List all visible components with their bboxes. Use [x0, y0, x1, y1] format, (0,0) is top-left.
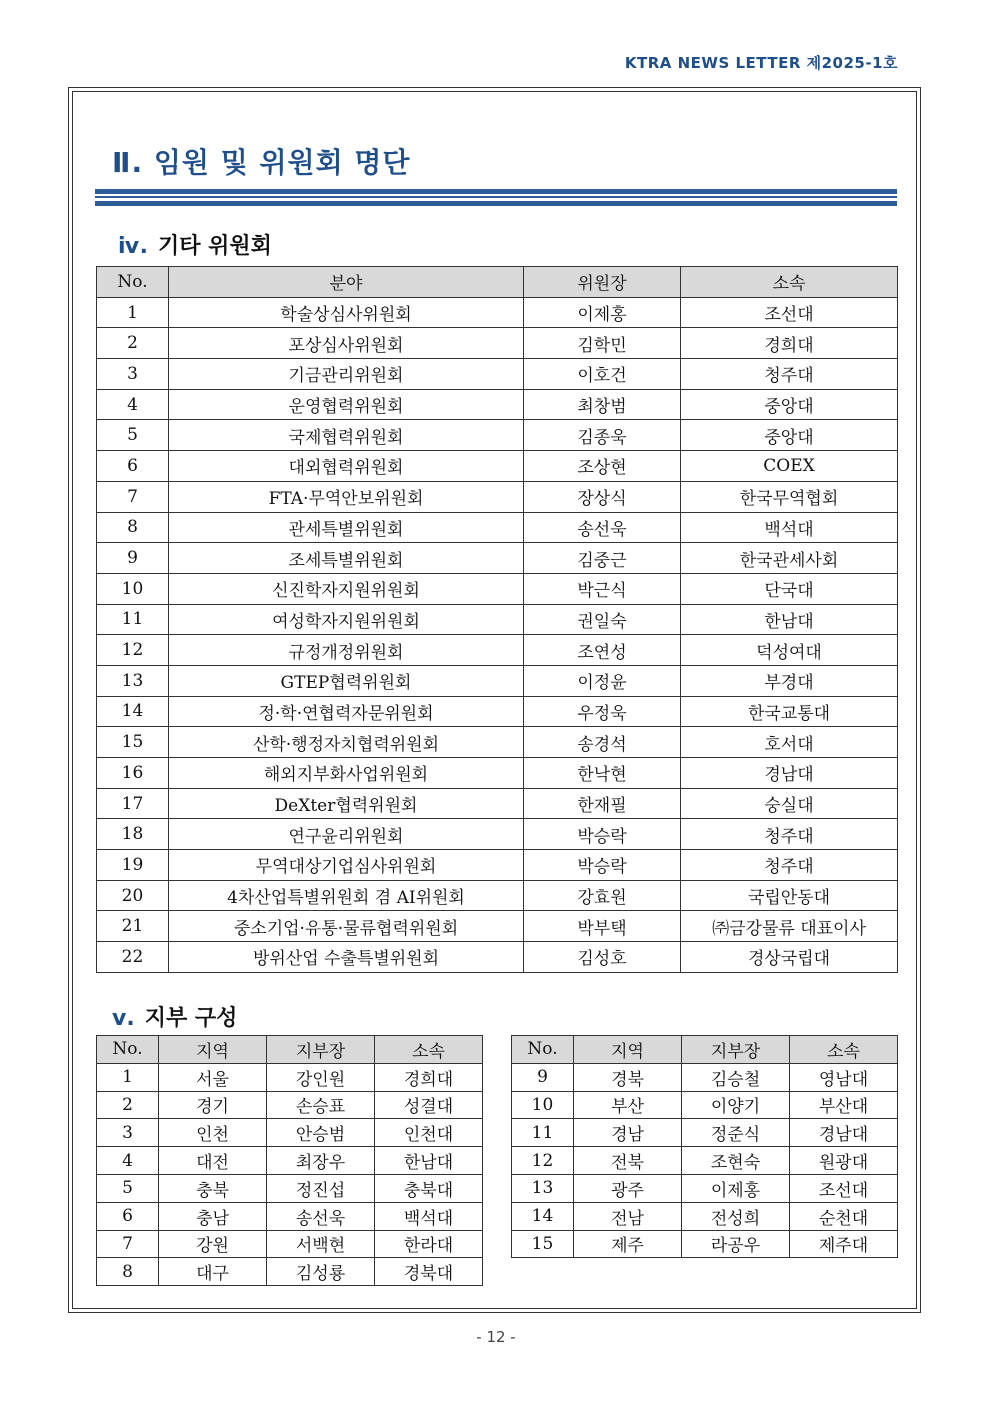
table-cell: 해외지부화사업위원회: [169, 758, 524, 789]
table-cell: 중앙대: [681, 389, 898, 420]
table-row: [97, 942, 898, 973]
table-cell: 4: [97, 1147, 159, 1175]
table-row: [97, 1063, 483, 1091]
table-cell: 무역대상기업심사위원회: [169, 850, 524, 881]
table-cell: 박부택: [524, 911, 681, 942]
table-cell: 정준식: [682, 1119, 790, 1147]
table-row: [512, 1063, 898, 1091]
table-cell: 조세특별위원회: [169, 543, 524, 574]
table-cell: 부경대: [681, 665, 898, 696]
table-cell: 경북: [574, 1063, 682, 1091]
table-cell: 조현숙: [682, 1147, 790, 1175]
table-cell: 김승철: [682, 1063, 790, 1091]
table-cell: 박승락: [524, 819, 681, 850]
table-cell: 장상식: [524, 481, 681, 512]
table-cell: 방위산업 수출특별위원회: [169, 942, 524, 973]
table-cell: 9: [97, 543, 169, 574]
column-header: 지부장: [267, 1036, 375, 1064]
table-cell: 10: [512, 1091, 574, 1119]
column-header: 소속: [681, 267, 898, 298]
newsletter-header: KTRA NEWS LETTER 제2025-1호: [624, 54, 898, 72]
table-cell: 규정개정위원회: [169, 635, 524, 666]
section-numeral: Ⅱ.: [112, 146, 144, 179]
table-row: [97, 911, 898, 942]
table-cell: 경남대: [790, 1119, 898, 1147]
table-cell: 전남: [574, 1202, 682, 1230]
section-title: [112, 141, 410, 181]
table-cell: 8: [97, 512, 169, 543]
table-cell: GTEP협력위원회: [169, 665, 524, 696]
table-cell: 청주대: [681, 359, 898, 390]
table-cell: 영남대: [790, 1063, 898, 1091]
table-cell: 전북: [574, 1147, 682, 1175]
table-row: [512, 1202, 898, 1230]
table-cell: 기금관리위원회: [169, 359, 524, 390]
table-cell: 청주대: [681, 850, 898, 881]
table-cell: 3: [97, 359, 169, 390]
column-header: 지역: [159, 1036, 267, 1064]
table-cell: 송경석: [524, 727, 681, 758]
table-cell: 2: [97, 328, 169, 359]
table-cell: 인천대: [375, 1119, 483, 1147]
section-title-text: 임원 및 위원회 명단: [153, 146, 411, 179]
column-header: 소속: [375, 1036, 483, 1064]
table-row: [97, 543, 898, 574]
table-cell: 13: [512, 1174, 574, 1202]
table-row: [97, 359, 898, 390]
table-row: [97, 451, 898, 482]
table-cell: 최장우: [267, 1147, 375, 1175]
table-cell: 11: [512, 1119, 574, 1147]
table-cell: 박근식: [524, 573, 681, 604]
branches-numeral: ⅴ.: [112, 1006, 135, 1031]
table-cell: 관세특별위원회: [169, 512, 524, 543]
branches-heading: [112, 1001, 237, 1032]
table-row: [512, 1119, 898, 1147]
table-cell: 20: [97, 880, 169, 911]
table-cell: 연구윤리위원회: [169, 819, 524, 850]
table-cell: 김중근: [524, 543, 681, 574]
table-cell: 강효원: [524, 880, 681, 911]
table-cell: 성결대: [375, 1091, 483, 1119]
table-cell: 안승범: [267, 1119, 375, 1147]
table-cell: 숭실대: [681, 788, 898, 819]
table-cell: 청주대: [681, 819, 898, 850]
title-rule: [95, 201, 897, 206]
table-cell: 11: [97, 604, 169, 635]
table-row: [97, 1258, 483, 1286]
table-cell: 조선대: [681, 297, 898, 328]
table-row: [97, 850, 898, 881]
committees-table: [96, 266, 898, 973]
table-cell: 9: [512, 1063, 574, 1091]
table-row: [512, 1091, 898, 1119]
table-row: [97, 604, 898, 635]
table-cell: 호서대: [681, 727, 898, 758]
table-cell: 김성룡: [267, 1258, 375, 1286]
table-cell: 라공우: [682, 1230, 790, 1258]
branches-title: 지부 구성: [144, 1006, 238, 1031]
table-row: [97, 635, 898, 666]
table-row: [97, 758, 898, 789]
column-header: No.: [512, 1036, 574, 1064]
table-cell: 박승락: [524, 850, 681, 881]
table-row: [97, 696, 898, 727]
table-cell: 충북대: [375, 1174, 483, 1202]
table-cell: 경기: [159, 1091, 267, 1119]
table-cell: 7: [97, 1230, 159, 1258]
table-cell: 12: [512, 1147, 574, 1175]
table-row: [97, 665, 898, 696]
table-cell: 18: [97, 819, 169, 850]
table-cell: 경상국립대: [681, 942, 898, 973]
table-cell: 경남대: [681, 758, 898, 789]
table-row: [97, 880, 898, 911]
table-cell: 산학·행정자치협력위원회: [169, 727, 524, 758]
table-cell: 19: [97, 850, 169, 881]
table-cell: 12: [97, 635, 169, 666]
table-row: [512, 1174, 898, 1202]
table-cell: 21: [97, 911, 169, 942]
table-cell: ㈜금강물류 대표이사: [681, 911, 898, 942]
table-cell: 신진학자지원위원회: [169, 573, 524, 604]
table-cell: 대전: [159, 1147, 267, 1175]
table-cell: 덕성여대: [681, 635, 898, 666]
table-cell: 7: [97, 481, 169, 512]
table-cell: 광주: [574, 1174, 682, 1202]
table-cell: 김성호: [524, 942, 681, 973]
table-cell: 부산: [574, 1091, 682, 1119]
table-header-row: [97, 267, 898, 298]
table-row: [512, 1147, 898, 1175]
table-cell: 제주: [574, 1230, 682, 1258]
page-number: - 12 -: [476, 1328, 516, 1346]
committees-numeral: ⅳ.: [118, 234, 149, 259]
table-cell: 김종욱: [524, 420, 681, 451]
table-row: [97, 420, 898, 451]
table-cell: DeXter협력위원회: [169, 788, 524, 819]
table-cell: 경북대: [375, 1258, 483, 1286]
table-cell: 4차산업특별위원회 겸 AI위원회: [169, 880, 524, 911]
table-cell: 한국관세사회: [681, 543, 898, 574]
table-row: [512, 1230, 898, 1258]
table-cell: 6: [97, 1202, 159, 1230]
table-cell: 13: [97, 665, 169, 696]
table-cell: 한남대: [681, 604, 898, 635]
table-cell: 조상현: [524, 451, 681, 482]
table-cell: 부산대: [790, 1091, 898, 1119]
column-header: 소속: [790, 1036, 898, 1064]
table-cell: 중앙대: [681, 420, 898, 451]
table-cell: 5: [97, 420, 169, 451]
table-header-row: [512, 1036, 898, 1064]
table-cell: 강인원: [267, 1063, 375, 1091]
table-cell: 6: [97, 451, 169, 482]
column-header: 지부장: [682, 1036, 790, 1064]
table-cell: 충남: [159, 1202, 267, 1230]
table-cell: 송선욱: [267, 1202, 375, 1230]
table-row: [97, 727, 898, 758]
table-cell: 경희대: [375, 1063, 483, 1091]
table-row: [97, 1202, 483, 1230]
title-rule: [95, 196, 897, 198]
table-cell: 이제홍: [682, 1174, 790, 1202]
table-row: [97, 481, 898, 512]
table-cell: 백석대: [375, 1202, 483, 1230]
table-cell: 이호건: [524, 359, 681, 390]
branches-table-left: [96, 1035, 483, 1286]
table-cell: 5: [97, 1174, 159, 1202]
table-cell: 경희대: [681, 328, 898, 359]
title-rule: [95, 189, 897, 194]
committees-title: 기타 위원회: [158, 234, 272, 259]
table-row: [97, 389, 898, 420]
table-cell: 15: [97, 727, 169, 758]
table-cell: 운영협력위원회: [169, 389, 524, 420]
table-cell: COEX: [681, 451, 898, 482]
column-header: No.: [97, 267, 169, 298]
table-header-row: [97, 1036, 483, 1064]
table-cell: 국제협력위원회: [169, 420, 524, 451]
table-cell: 한라대: [375, 1230, 483, 1258]
table-cell: 이양기: [682, 1091, 790, 1119]
table-row: [97, 1091, 483, 1119]
table-cell: 10: [97, 573, 169, 604]
table-cell: 조선대: [790, 1174, 898, 1202]
table-cell: 원광대: [790, 1147, 898, 1175]
table-cell: 손승표: [267, 1091, 375, 1119]
table-cell: 여성학자지원위원회: [169, 604, 524, 635]
column-header: 위원장: [524, 267, 681, 298]
table-cell: 권일숙: [524, 604, 681, 635]
table-cell: 학술상심사위원회: [169, 297, 524, 328]
table-cell: 정·학·연협력자문위원회: [169, 696, 524, 727]
table-row: [97, 1174, 483, 1202]
column-header: No.: [97, 1036, 159, 1064]
table-cell: 정진섭: [267, 1174, 375, 1202]
table-cell: 송선욱: [524, 512, 681, 543]
table-cell: 순천대: [790, 1202, 898, 1230]
table-row: [97, 1119, 483, 1147]
table-cell: 충북: [159, 1174, 267, 1202]
table-row: [97, 1230, 483, 1258]
branches-table-right: [511, 1035, 898, 1258]
table-row: [97, 788, 898, 819]
table-cell: 15: [512, 1230, 574, 1258]
table-cell: FTA·무역안보위원회: [169, 481, 524, 512]
table-cell: 우정욱: [524, 696, 681, 727]
column-header: 지역: [574, 1036, 682, 1064]
table-cell: 김학민: [524, 328, 681, 359]
table-cell: 인천: [159, 1119, 267, 1147]
table-cell: 조연성: [524, 635, 681, 666]
table-row: [97, 297, 898, 328]
table-cell: 한국교통대: [681, 696, 898, 727]
table-cell: 한국무역협회: [681, 481, 898, 512]
table-cell: 14: [512, 1202, 574, 1230]
table-cell: 2: [97, 1091, 159, 1119]
table-cell: 1: [97, 1063, 159, 1091]
table-cell: 16: [97, 758, 169, 789]
table-row: [97, 328, 898, 359]
table-cell: 14: [97, 696, 169, 727]
table-cell: 이정윤: [524, 665, 681, 696]
table-cell: 포상심사위원회: [169, 328, 524, 359]
table-cell: 서울: [159, 1063, 267, 1091]
table-cell: 최창범: [524, 389, 681, 420]
table-cell: 대구: [159, 1258, 267, 1286]
table-row: [97, 1147, 483, 1175]
table-cell: 강원: [159, 1230, 267, 1258]
table-row: [97, 819, 898, 850]
table-cell: 22: [97, 942, 169, 973]
table-cell: 4: [97, 389, 169, 420]
table-cell: 대외협력위원회: [169, 451, 524, 482]
table-cell: 국립안동대: [681, 880, 898, 911]
table-cell: 전성희: [682, 1202, 790, 1230]
table-cell: 단국대: [681, 573, 898, 604]
table-cell: 서백현: [267, 1230, 375, 1258]
table-cell: 제주대: [790, 1230, 898, 1258]
table-cell: 3: [97, 1119, 159, 1147]
table-cell: 경남: [574, 1119, 682, 1147]
table-row: [97, 512, 898, 543]
table-cell: 이제홍: [524, 297, 681, 328]
table-cell: 백석대: [681, 512, 898, 543]
committees-heading: [118, 229, 272, 260]
table-cell: 17: [97, 788, 169, 819]
table-cell: 한재필: [524, 788, 681, 819]
table-cell: 8: [97, 1258, 159, 1286]
column-header: 분야: [169, 267, 524, 298]
table-cell: 1: [97, 297, 169, 328]
table-cell: 한낙현: [524, 758, 681, 789]
table-cell: 중소기업·유통·물류협력위원회: [169, 911, 524, 942]
table-cell: 한남대: [375, 1147, 483, 1175]
table-row: [97, 573, 898, 604]
